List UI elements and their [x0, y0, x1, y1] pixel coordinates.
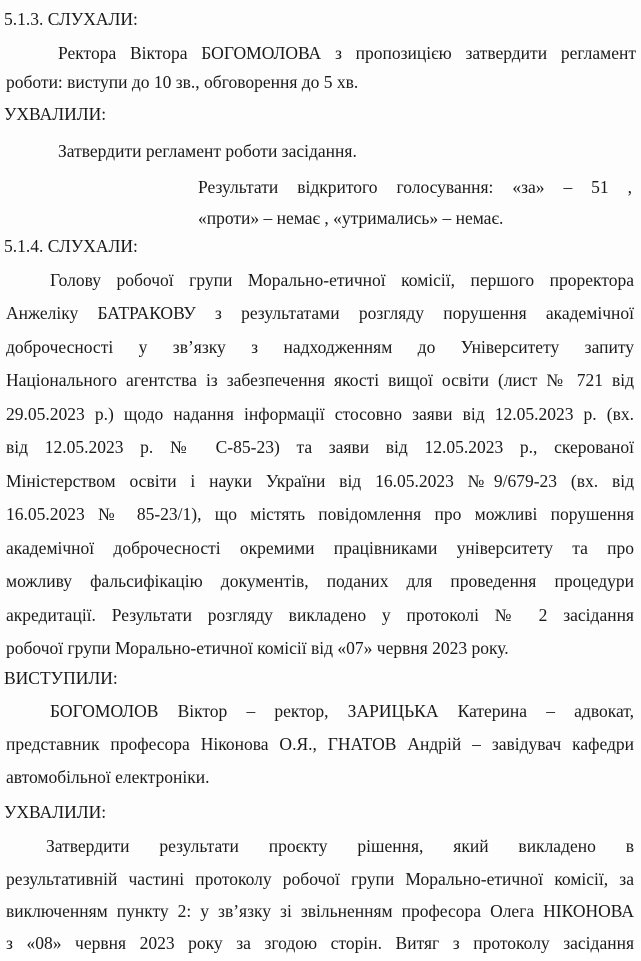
- paragraph-line: Міністерством освіти і науки України від 16.05.2023 №9/679-23 (вх. від: [6, 471, 634, 491]
- vote-results-line: Результати відкритого голосування: «за» – 51 ,: [198, 177, 632, 197]
- resolution-line: виключенням пункту 2: у зв’язку зі звільненням професора Олега НІКОНОВА: [6, 901, 634, 921]
- section-514-heading: 5.1.4. СЛУХАЛИ:: [4, 236, 138, 256]
- section-513-heading: 5.1.3. СЛУХАЛИ:: [4, 9, 138, 29]
- paragraph-line: 16.05.2023 № 85-23/1), що містять повідомлення про можливі порушення: [6, 504, 634, 524]
- paragraph-line: Голову робочої групи Морально-етичної комісії, першого проректора: [50, 270, 634, 290]
- resolution-line: з «08» червня 2023 року за згодою сторін. Витяг з протоколу засідання: [6, 933, 634, 953]
- resolution-line: Затвердити результати проєкту рішення, який викладено в: [46, 836, 634, 856]
- resolution-line: результативній частині протоколу робочої групи Морально-етичної комісії, за: [6, 869, 634, 889]
- paragraph-line: Ректора Віктора БОГОМОЛОВА з пропозицією затвердити регламент: [58, 43, 636, 63]
- speakers-line: БОГОМОЛОВ Віктор – ректор, ЗАРИЦЬКА Катерина – адвокат,: [50, 701, 634, 721]
- paragraph-line: доброчесності у зв’язку з надходженням до Університету запиту: [6, 337, 634, 357]
- spoke-heading: ВИСТУПИЛИ:: [4, 668, 118, 688]
- vote-results-line: «проти» – немає , «утримались» – немає.: [198, 208, 504, 228]
- resolution-text: Затвердити регламент роботи засідання.: [58, 141, 357, 161]
- paragraph-line: Анжеліку БАТРАКОВУ з результатами розгляду порушення академічної: [6, 303, 634, 323]
- paragraph-line: 29.05.2023 р.) щодо надання інформації стосовно заяви від 12.05.2023 р. (вх.: [6, 404, 634, 424]
- resolved-heading: УХВАЛИЛИ:: [4, 104, 107, 124]
- speakers-line: представник професора Ніконова О.Я., ГНАТОВ Андрій – завідувач кафедри: [6, 734, 634, 754]
- paragraph-line: робочої групи Морально-етичної комісії від «07» червня 2023 року.: [6, 638, 509, 658]
- paragraph-line: від 12.05.2023 р. № С-85-23) та заяви від 12.05.2023 р., скерованої: [6, 437, 634, 457]
- paragraph-line: академічної доброчесності окремими працівниками університету та про: [6, 538, 634, 558]
- paragraph-line: акредитації. Результати розгляду викладено у протоколі № 2 засідання: [6, 605, 634, 625]
- paragraph-line: роботи: виступи до 10 зв., обговорення до 5 хв.: [6, 72, 359, 92]
- paragraph-line: Національного агентства із забезпечення якості вищої освіти (лист № 721 від: [6, 370, 634, 390]
- paragraph-line: можливу фальсифікацію документів, поданих для проведення процедури: [6, 571, 634, 591]
- resolved-heading: УХВАЛИЛИ:: [4, 802, 107, 822]
- speakers-line: автомобільної електроніки.: [6, 767, 210, 787]
